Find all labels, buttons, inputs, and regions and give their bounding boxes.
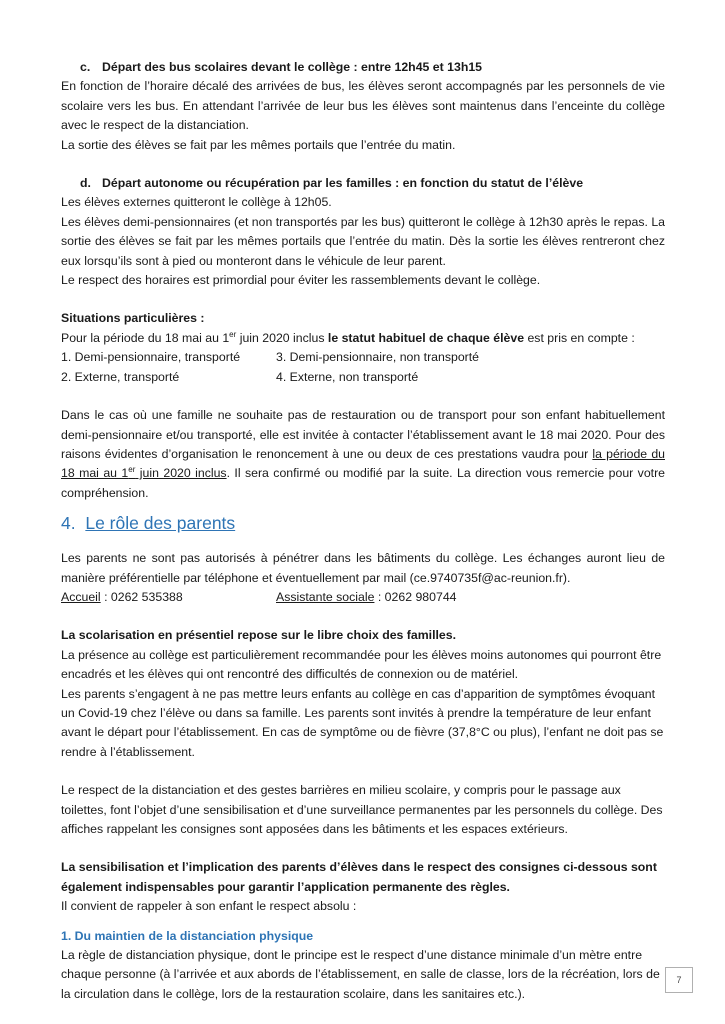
situations-title: Situations particulières : bbox=[61, 311, 205, 326]
section-4-number: 4. bbox=[61, 513, 76, 534]
section-d-demi-pensionnaires: Les élèves demi-pensionnaires (et non transportés par les bus) quitteront le collège à 12h30 après le repas. La sortie des élèves se fait par les mêmes portails que l’entrée du matin. Dès la sortie les élèves rentreront chez eux lorsqu’ils sont à pied ou monteront dans le véhicule de leur parent. bbox=[61, 214, 665, 268]
distanciation-rule-paragraph: La règle de distanciation physique, dont le principe est le respect d’une distance minimale d’un mètre entre chaque personne (à l’arrivée et aux abords de l’établissement, en salle de classe, lors de la récréation, lors de la circulation dans le collège, lors de la restauration scolaire, dans les sanitaires etc.). bbox=[61, 948, 660, 1001]
libre-choix-heading: La scolarisation en présentiel repose sur le libre choix des familles. bbox=[61, 628, 457, 643]
section-c-heading bbox=[61, 58, 665, 77]
spacer bbox=[61, 607, 665, 626]
assistante-contact: Assistante sociale : 0262 980744 bbox=[276, 589, 457, 604]
distanciation-paragraph: Le respect de la distanciation et des gestes barrières en milieu scolaire, y compris pour le passage aux toilettes, font l’objet d’une sensibilisation et d’une surveillance permanentes par les personnels du collège. Des affiches rappelant les consignes sont apposées dans les bâtiments et les espaces extérieurs. bbox=[61, 783, 663, 836]
section-d-horaires: Le respect des horaires est primordial pour éviter les rassemblements devant le collège. bbox=[61, 273, 541, 288]
section-d-letter: d. bbox=[80, 176, 91, 191]
contact-row bbox=[61, 588, 665, 607]
status-item: 1. Demi-pensionnaire, transporté bbox=[61, 350, 241, 365]
situations-intro: Pour la période du 18 mai au 1er juin 2020 inclus le statut habituel de chaque élève est pris en compte : bbox=[61, 329, 635, 345]
spacer bbox=[61, 290, 665, 309]
status-list-row bbox=[61, 368, 665, 387]
section-c-letter: c. bbox=[80, 60, 91, 74]
section-d-externes: Les élèves externes quitteront le collège à 12h05. bbox=[61, 195, 332, 210]
section-c-paragraph: En fonction de l’horaire décalé des arrivées de bus, les élèves seront accompagnés par les personnels de vie scolaire vers les bus. En attendant l’arrivée de leur bus les élèves sont maintenus dans l’enceinte du collège avec le respect de la distanciation. bbox=[61, 79, 665, 133]
spacer bbox=[61, 762, 665, 781]
section-4-title: Le rôle des parents bbox=[85, 513, 236, 534]
symptomes-paragraph: Les parents s’engagent à ne pas mettre leurs enfants au collège en cas d’apparition de symptômes évoquant un Covid-19 chez l’élève ou dans sa famille. Les parents sont invités à prendre la température de leur enfant avant le départ pour l’établissement. En cas de symptôme ou de fièvre (37,8°C ou plus), l’enfant ne doit pas se rendre à l’établissement. bbox=[61, 686, 664, 759]
accueil-contact: Accueil : 0262 535388 bbox=[61, 589, 183, 604]
implication-heading: La sensibilisation et l’implication des parents d’élèves dans le respect des consignes ci-dessous sont également indispensables pour garantir l’application permanente des règles. bbox=[61, 860, 657, 894]
section-d-title: Départ autonome ou récupération par les familles : en fonction du statut de l’élève bbox=[102, 176, 584, 191]
section-4-heading bbox=[61, 511, 665, 535]
situations-paragraph: Dans le cas où une famille ne souhaite pas de restauration ou de transport pour son enfant habituellement demi-pensionnaire et/ou transporté, elle est invitée à contacter l’établissement avant le 18 mai 2020. Pour des raisons évidentes d’organisation le renoncement à une ou deux de ces prestations vaudra pour la période du 18 mai au 1er juin 2020 inclus. Il sera confirmé ou modifié par la suite. La direction vous remercie pour votre compréhension. bbox=[61, 408, 666, 500]
status-list-row bbox=[61, 348, 665, 367]
section-d-heading bbox=[61, 174, 665, 193]
parents-access-paragraph: Les parents ne sont pas autorisés à pénétrer dans les bâtiments du collège. Les échanges auront lieu de manière préférentielle par téléphone et éventuellement par mail (ce.9740735f@ac-reunion.fr). bbox=[61, 551, 665, 585]
rappel-paragraph: Il convient de rappeler à son enfant le respect absolu : bbox=[61, 899, 357, 914]
page-number: 7 bbox=[676, 975, 682, 985]
status-item: 3. Demi-pensionnaire, non transporté bbox=[276, 350, 480, 365]
spacer bbox=[61, 917, 665, 927]
status-item: 4. Externe, non transporté bbox=[276, 369, 419, 384]
period-underlined: la période du 18 mai au 1er juin 2020 inclus bbox=[61, 446, 665, 481]
distanciation-subheading: 1. Du maintien de la distanciation physique bbox=[61, 928, 314, 943]
presence-paragraph: La présence au collège est particulièrement recommandée pour les élèves moins autonomes qui pourront être encadrés et les élèves qui ont rencontré des difficultés de connexion ou de matériel. bbox=[61, 647, 662, 682]
status-item: 2. Externe, transporté bbox=[61, 369, 180, 384]
spacer bbox=[61, 155, 665, 174]
page-content bbox=[61, 58, 665, 1004]
spacer bbox=[61, 387, 665, 406]
section-c-title: Départ des bus scolaires devant le collège : entre 12h45 et 13h15 bbox=[102, 60, 483, 74]
spacer bbox=[61, 839, 665, 858]
section-c-note: La sortie des élèves se fait par les mêmes portails que l’entrée du matin. bbox=[61, 137, 456, 152]
page-number-box bbox=[665, 967, 693, 993]
